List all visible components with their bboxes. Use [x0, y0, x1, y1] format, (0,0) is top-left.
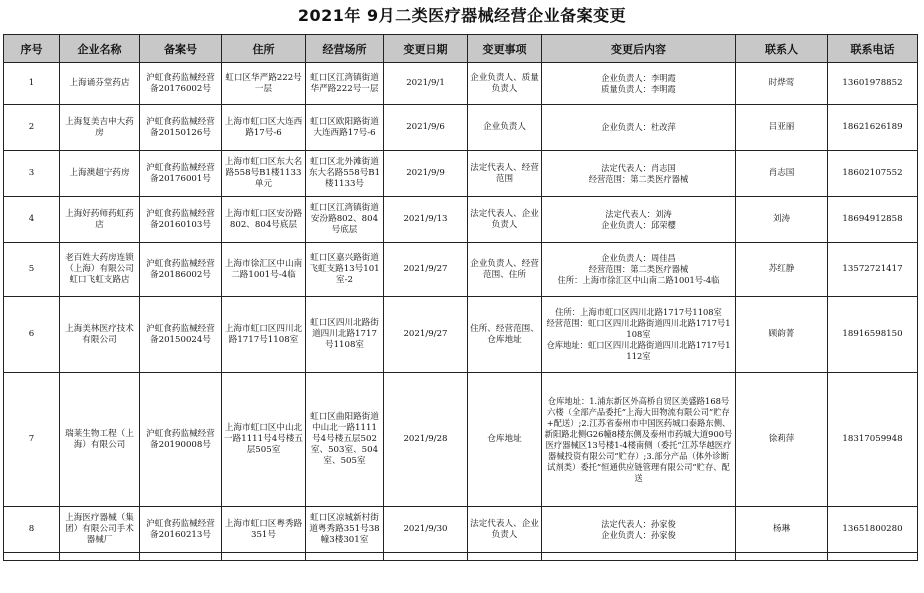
- header-company: 企业名称: [60, 35, 140, 63]
- cell-company: 上海美林医疗技术有限公司: [60, 297, 140, 373]
- change-content-line: 企业负责人：孙家俊: [601, 529, 676, 540]
- cell-contact: 徐莉萍: [736, 373, 828, 507]
- cell-change-items: 法定代表人、经营范围: [468, 151, 542, 197]
- cell-premises: 虹口区嘉兴路街道飞虹支路13号101室-2: [306, 243, 384, 297]
- cell-date: 2021/9/6: [384, 105, 468, 151]
- cell-no: 4: [4, 197, 60, 243]
- empty-cell: [468, 553, 542, 561]
- cell-change-content: [542, 297, 736, 373]
- empty-cell: [828, 553, 918, 561]
- change-content-line: 企业负责人：邱荣樱: [601, 219, 676, 230]
- cell-record-no: 沪虹食药监械经营备20176001号: [140, 151, 222, 197]
- cell-no: 3: [4, 151, 60, 197]
- cell-phone: 18916598150: [828, 297, 918, 373]
- cell-residence: 上海市虹口区大连西路17号-6: [222, 105, 306, 151]
- cell-phone: 13651800280: [828, 507, 918, 553]
- empty-cell: [140, 553, 222, 561]
- cell-residence: 上海市徐汇区中山南二路1001号-4临: [222, 243, 306, 297]
- cell-change-content: [542, 373, 736, 507]
- change-content-line: 经营范围：第二类医疗器械: [588, 173, 689, 184]
- filing-change-table: [3, 34, 918, 561]
- header-contact: 联系人: [736, 35, 828, 63]
- cell-no: 6: [4, 297, 60, 373]
- cell-date: 2021/9/13: [384, 197, 468, 243]
- cell-residence: 虹口区华严路222号一层: [222, 63, 306, 105]
- cell-contact: 时烨莺: [736, 63, 828, 105]
- change-content-line: 仓库地址：虹口区四川北路街道四川北路1717号1112室: [546, 340, 731, 361]
- cell-phone: 18621626189: [828, 105, 918, 151]
- change-content-line: 质量负责人：李明霞: [601, 83, 676, 94]
- header-items: 变更事项: [468, 35, 542, 63]
- header-residence: 住所: [222, 35, 306, 63]
- change-content-line: 法定代表人：刘涛: [605, 208, 672, 219]
- page-title: 2021年 9月二类医疗器械经营企业备案变更: [297, 6, 627, 25]
- cell-residence: 上海市虹口区粤秀路351号: [222, 507, 306, 553]
- cell-record-no: 沪虹食药监械经营备20160213号: [140, 507, 222, 553]
- table-row: [4, 243, 918, 297]
- table-body: [4, 63, 918, 561]
- header-date: 变更日期: [384, 35, 468, 63]
- cell-contact: 刘涛: [736, 197, 828, 243]
- header-no: 序号: [4, 35, 60, 63]
- cell-change-content: [542, 197, 736, 243]
- cell-premises: 虹口区欧阳路街道大连西路17号-6: [306, 105, 384, 151]
- cell-phone: 13572721417: [828, 243, 918, 297]
- cell-company: 上海澳超宁药房: [60, 151, 140, 197]
- header-phone: 联系电话: [828, 35, 918, 63]
- change-content-line: 法定代表人：肖志国: [601, 162, 676, 173]
- cell-phone: 13601978852: [828, 63, 918, 105]
- cell-record-no: 沪虹食药监械经营备20160103号: [140, 197, 222, 243]
- cell-record-no: 沪虹食药监械经营备20186002号: [140, 243, 222, 297]
- cell-residence: 上海市虹口区中山北一路1111号4号楼五层505室: [222, 373, 306, 507]
- table-row: [4, 507, 918, 553]
- cell-contact: 顾韵菁: [736, 297, 828, 373]
- cell-premises: 虹口区曲阳路街道中山北一路1111号4号楼五层502室、503室、504室、505室: [306, 373, 384, 507]
- table-row: [4, 373, 918, 507]
- empty-cell: [384, 553, 468, 561]
- cell-premises: 虹口区北外滩街道东大名路558号B1楼1133号: [306, 151, 384, 197]
- cell-premises: 虹口区凉城新村街道粤秀路351号38幢3楼301室: [306, 507, 384, 553]
- cell-premises: 虹口区四川北路街道四川北路1717号1108室: [306, 297, 384, 373]
- change-content-line: 住所：上海市虹口区四川北路1717号1108室: [555, 307, 722, 317]
- cell-date: 2021/9/30: [384, 507, 468, 553]
- cell-no: 7: [4, 373, 60, 507]
- cell-change-items: 企业负责人: [468, 105, 542, 151]
- cell-no: 5: [4, 243, 60, 297]
- cell-phone: 18317059948: [828, 373, 918, 507]
- empty-table-row: [4, 553, 918, 561]
- cell-company: 老百姓大药房连锁（上海）有限公司虹口飞虹支路店: [60, 243, 140, 297]
- cell-contact: 苏红静: [736, 243, 828, 297]
- table-header-row: [4, 35, 918, 63]
- cell-date: 2021/9/28: [384, 373, 468, 507]
- cell-company: 上海好药师药虹药店: [60, 197, 140, 243]
- cell-change-content: [542, 507, 736, 553]
- empty-cell: [60, 553, 140, 561]
- cell-record-no: 沪虹食药监械经营备20150126号: [140, 105, 222, 151]
- cell-contact: 杨琳: [736, 507, 828, 553]
- table-row: [4, 151, 918, 197]
- cell-company: 上海诵芬堂药店: [60, 63, 140, 105]
- table-row: [4, 297, 918, 373]
- cell-change-content: [542, 151, 736, 197]
- cell-premises: 虹口区江湾镇街道安汾路802、804号底层: [306, 197, 384, 243]
- empty-cell: [4, 553, 60, 561]
- header-premises: 经营场所: [306, 35, 384, 63]
- table-row: [4, 63, 918, 105]
- cell-record-no: 沪虹食药监械经营备20176002号: [140, 63, 222, 105]
- empty-cell: [736, 553, 828, 561]
- cell-date: 2021/9/27: [384, 243, 468, 297]
- cell-contact: 吕亚丽: [736, 105, 828, 151]
- cell-change-items: 住所、经营范围、仓库地址: [468, 297, 542, 373]
- cell-change-items: 企业负责人、质量负责人: [468, 63, 542, 105]
- cell-company: 上海复美吉申大药房: [60, 105, 140, 151]
- cell-company: 上海医疗器械（集团）有限公司手术器械厂: [60, 507, 140, 553]
- cell-date: 2021/9/1: [384, 63, 468, 105]
- change-content-line: 经营范围：虹口区四川北路街道四川北路1717号1108室: [546, 318, 731, 339]
- cell-residence: 上海市虹口区安汾路802、804号底层: [222, 197, 306, 243]
- change-content-line: 法定代表人：孙家俊: [601, 518, 676, 529]
- cell-change-items: 法定代表人、企业负责人: [468, 197, 542, 243]
- change-content-line: 仓库地址：1.浦东新区外高桥自贸区美盛路168号六楼（全部产品委托“上海大田物流有限公司”贮存+配送）;2.江苏省泰州市中国医药城口泰路东侧、新阳路北侧G26幢8楼东侧及泰州市药城大道900号医疗器械区13号楼1-4楼南侧（委托“江苏华越医疗器械投资有限公司”贮存）;3.部分产品（体外诊断试剂类）委托“恒通供应链管理有限公司”贮存、配送: [544, 395, 733, 483]
- cell-phone: 18694912858: [828, 197, 918, 243]
- empty-cell: [222, 553, 306, 561]
- cell-phone: 18602107552: [828, 151, 918, 197]
- empty-cell: [542, 553, 736, 561]
- cell-change-items: 仓库地址: [468, 373, 542, 507]
- cell-change-items: 企业负责人、经营范围、住所: [468, 243, 542, 297]
- cell-residence: 上海市虹口区四川北路1717号1108室: [222, 297, 306, 373]
- cell-record-no: 沪虹食药监械经营备20150024号: [140, 297, 222, 373]
- cell-change-content: [542, 243, 736, 297]
- change-content-line: 经营范围：第二类医疗器械: [588, 264, 689, 274]
- cell-change-items: 法定代表人、企业负责人: [468, 507, 542, 553]
- cell-company: 瑞莱生物工程（上海）有限公司: [60, 373, 140, 507]
- cell-residence: 上海市虹口区东大名路558号B1楼1133单元: [222, 151, 306, 197]
- change-content-line: 企业负责人：李明霞: [601, 72, 676, 83]
- change-content-line: 企业负责人：杜改萍: [601, 122, 676, 132]
- cell-record-no: 沪虹食药监械经营备20190008号: [140, 373, 222, 507]
- change-content-line: 住所：上海市徐汇区中山南二路1001号-4临: [557, 275, 720, 285]
- cell-change-content: [542, 105, 736, 151]
- cell-no: 2: [4, 105, 60, 151]
- cell-premises: 虹口区江湾镇街道华严路222号一层: [306, 63, 384, 105]
- cell-change-content: [542, 63, 736, 105]
- change-content-line: 企业负责人：周佳昌: [601, 253, 676, 263]
- cell-no: 1: [4, 63, 60, 105]
- table-row: [4, 197, 918, 243]
- cell-date: 2021/9/27: [384, 297, 468, 373]
- cell-date: 2021/9/9: [384, 151, 468, 197]
- cell-contact: 肖志国: [736, 151, 828, 197]
- table-row: [4, 105, 918, 151]
- header-record-no: 备案号: [140, 35, 222, 63]
- cell-no: 8: [4, 507, 60, 553]
- header-content: 变更后内容: [542, 35, 736, 63]
- empty-cell: [306, 553, 384, 561]
